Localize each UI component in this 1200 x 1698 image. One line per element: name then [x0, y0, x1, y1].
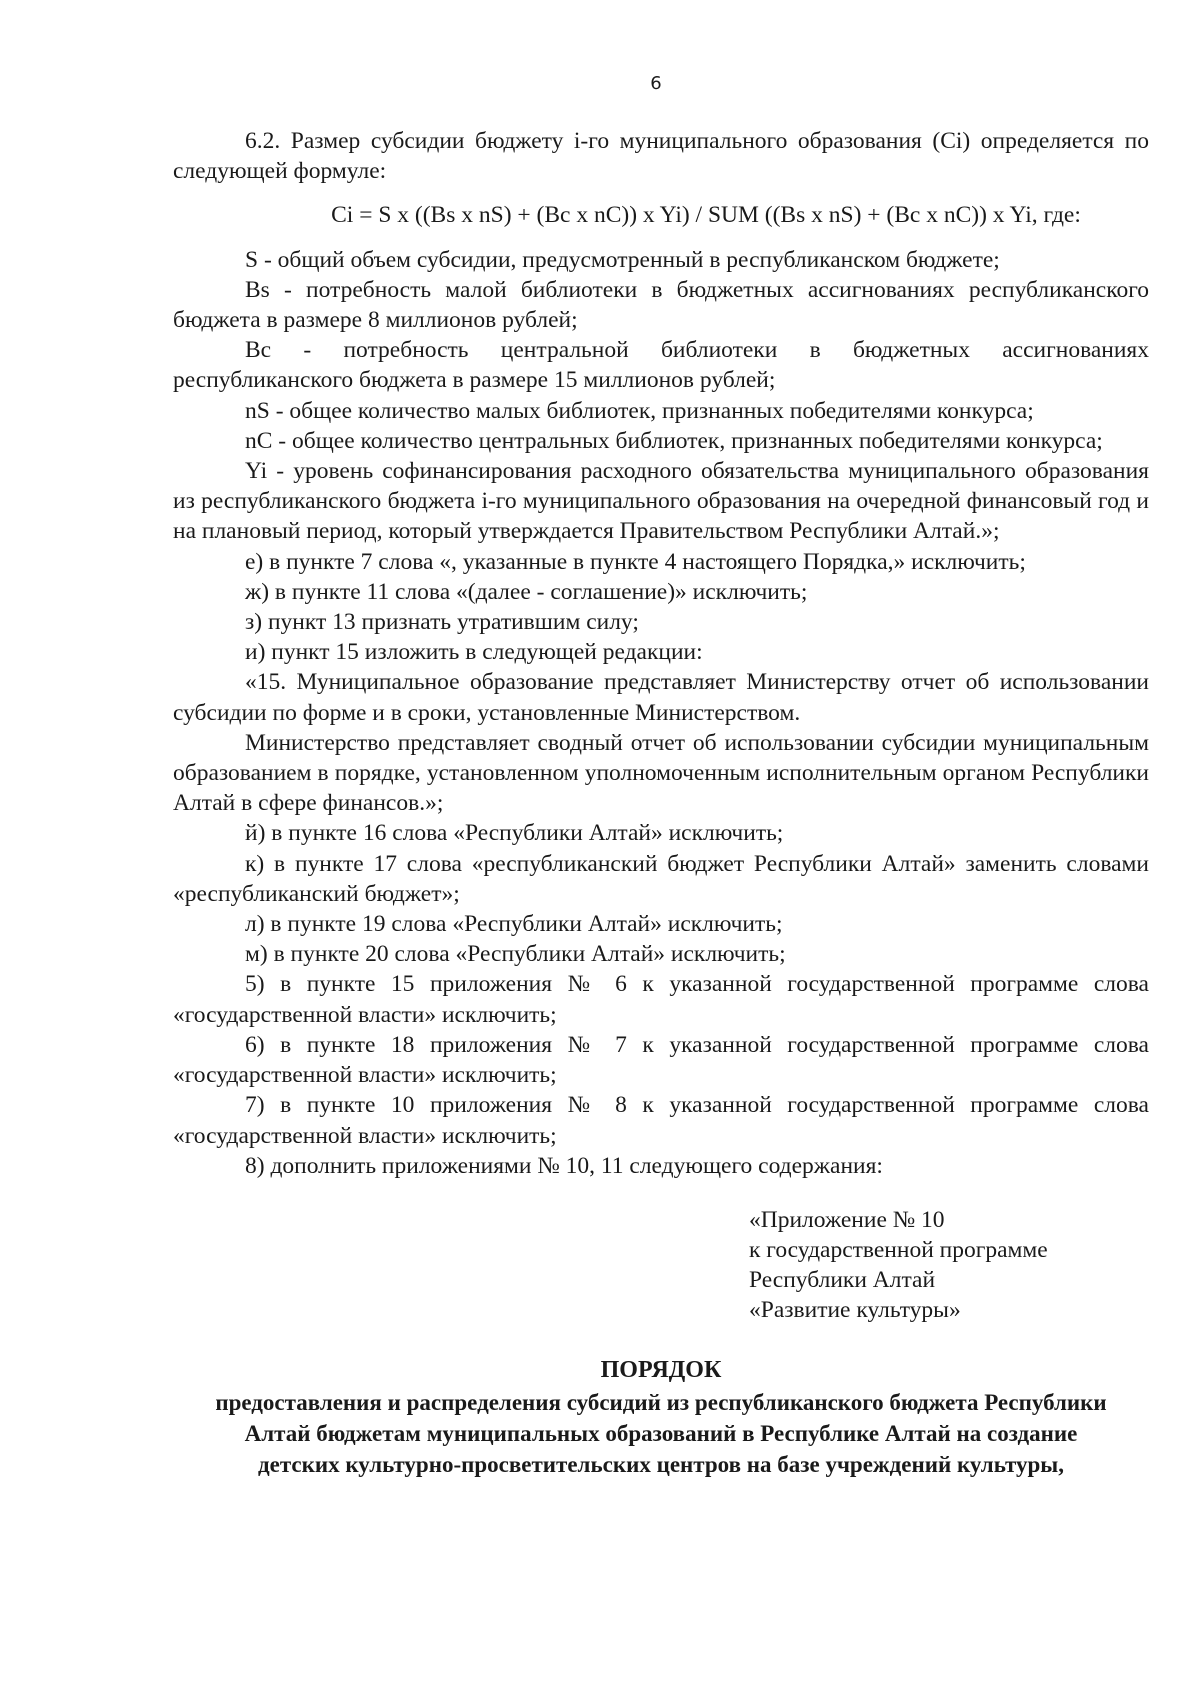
item-k: к) в пункте 17 слова «республиканский бюджет Республики Алтай» заменить словами «республиканский бюджет»;: [173, 850, 1149, 907]
appendix-line: Республики Алтай: [749, 1266, 936, 1293]
item-i: и) пункт 15 изложить в следующей редакции:: [245, 639, 703, 666]
definition-bc: Bc - потребность центральной библиотеки в бюджетных ассигнованиях республиканского бюджета в размере 15 миллионов рублей;: [173, 337, 1149, 394]
item-m: м) в пункте 20 слова «Республики Алтай» исключить;: [245, 941, 786, 968]
item-e: е) в пункте 7 слова «, указанные в пункте 4 настоящего Порядка,» исключить;: [245, 548, 1026, 575]
item-8: 8) дополнить приложениями № 10, 11 следующего содержания:: [245, 1152, 883, 1179]
appendix-line: «Развитие культуры»: [749, 1296, 961, 1323]
definition-bs: Bs - потребность малой библиотеки в бюджетных ассигнованиях республиканского бюджета в размере 8 миллионов рублей;: [173, 276, 1149, 334]
definition-ns: nS - общее количество малых библиотек, признанных победителями конкурса;: [245, 397, 1034, 424]
item-6: 6) в пункте 18 приложения № 7 к указанной государственной программе слова «государственной власти» исключить;: [173, 1031, 1149, 1089]
item-z: з) пункт 13 признать утратившим силу;: [245, 609, 639, 636]
definition-yi: Yi - уровень софинансирования расходного обязательства муниципального образования из республиканского бюджета i-го муниципального образования на очередной финансовый год и на плановый период, который утверждается Правительством Республики Алтай.»;: [173, 458, 1149, 545]
item-7: 7) в пункте 10 приложения № 8 к указанной государственной программе слова «государственной власти» исключить;: [173, 1092, 1149, 1149]
appendix-line: «Приложение № 10: [749, 1206, 945, 1233]
section-subtitle-line: предоставления и распределения субсидий из республиканского бюджета Республики: [215, 1389, 1107, 1415]
definition-nc: nC - общее количество центральных библиотек, признанных победителями конкурса;: [245, 427, 1103, 454]
item-l: л) в пункте 19 слова «Республики Алтай» исключить;: [245, 911, 783, 938]
subsidy-formula: Ci = S x ((Bs x nS) + (Bc x nC)) x Yi) / SUM ((Bs x nS) + (Bc x nC)) x Yi, где:: [331, 202, 1081, 229]
section-subtitle-line: детских культурно-просветительских центров на базе учреждений культуры,: [257, 1451, 1064, 1477]
item-iy: й) в пункте 16 слова «Республики Алтай» исключить;: [245, 820, 784, 847]
section-subtitle: [173, 1387, 1149, 1480]
item-zh: ж) в пункте 11 слова «(далее - соглашение)» исключить;: [245, 578, 808, 605]
appendix-header: [749, 1205, 1149, 1325]
section-title: ПОРЯДОК: [600, 1356, 722, 1383]
appendix-line: к государственной программе: [749, 1236, 1048, 1263]
definition-s: S - общий объем субсидии, предусмотренный в республиканском бюджете;: [245, 246, 1000, 273]
item-5: 5) в пункте 15 приложения № 6 к указанной государственной программе слова «государственной власти» исключить;: [173, 971, 1149, 1028]
paragraph-6-2: 6.2. Размер субсидии бюджету i-го муниципального образования (Ci) определяется по следующей формуле:: [173, 128, 1149, 185]
page-number: 6: [650, 73, 662, 94]
section-subtitle-line: Алтай бюджетам муниципальных образований в Республике Алтай на создание: [244, 1420, 1078, 1446]
document-body: [173, 126, 1149, 1480]
item-15-text: «15. Муниципальное образование представляет Министерству отчет об использовании субсидии по форме и в сроки, установленные Министерством.: [173, 669, 1149, 726]
ministry-report-text: Министерство представляет сводный отчет об использовании субсидии муниципальным образованием в порядке, установленном уполномоченным исполнительным органом Республики Алтай в сфере финансов.»;: [173, 729, 1149, 817]
